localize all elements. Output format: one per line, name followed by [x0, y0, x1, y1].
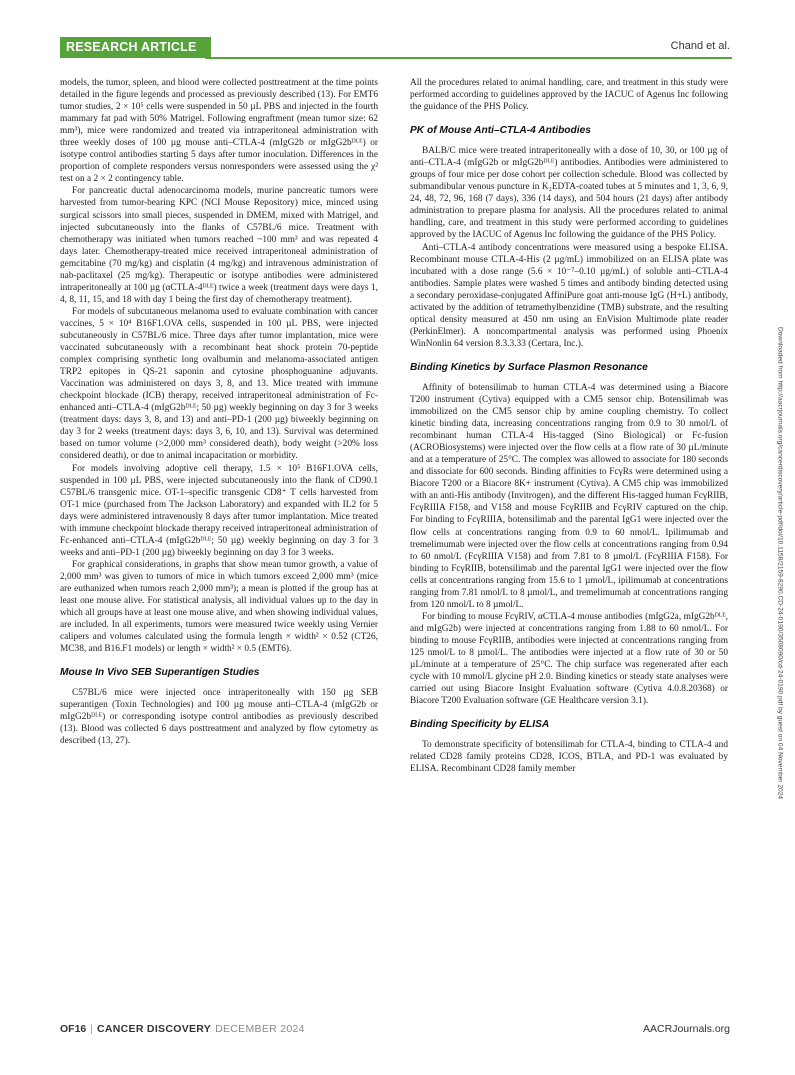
section-heading: Binding Kinetics by Surface Plasmon Resonance — [410, 361, 648, 373]
paragraph: C57BL/6 mice were injected once intraperitoneally with 150 µg SEB superantigen (Toxin Technologies) and 100 µg mouse anti–CTLA-4 (mIgG2b or mIgG2bᴰᴸᴱ) or corresponding isotype control antibodies as previously described (13). Blood was collected 6 days posttreatment and analyzed by flow cytometry as described (13, 27). — [60, 688, 378, 747]
paragraph: Anti–CTLA-4 antibody concentrations were measured using a bespoke ELISA. Recombinant mouse CTLA-4-His (2 µg/mL) immobilized on an ELISA plate was incubated with a dose range (5.6 × 10⁻⁷–0.10 µg/mL) of soluble anti–CTLA-4 antibodies. Sample plates were washed 5 times and antibody binding detected using a secondary peroxidase-conjugated AffiniPure goat anti-mouse IgG (H+L) antibody, activated by the addition of tetramethylbenzidine (TMB) substrate, and the resulting optical density measured at 450 nm using an EnVision Multimode plate reader (PerkinElmer). A noncompartmental analysis was performed using Phoenix WinNonlin 64 version 8.3.3.33 (Certara, Inc.). — [410, 242, 728, 349]
running-authors: Chand et al. — [670, 40, 730, 52]
page-number: OF16 — [60, 1023, 87, 1035]
section-heading: Mouse In Vivo SEB Superantigen Studies — [60, 667, 260, 679]
section-label: RESEARCH ARTICLE — [60, 37, 211, 58]
journal-name: CANCER DISCOVERY — [97, 1023, 212, 1035]
paragraph: For binding to mouse FcγRIV, αCTLA-4 mouse antibodies (mIgG2a, mIgG2bᴰᴸᴱ, and mIgG2b) were injected at concentrations ranging from 1.88 to 60 nmol/L. For binding to mouse FcγRIIB, antibodies were injected at concentrations ranging from 125 nmol/L to 8 µmol/L. The antibodies were injected at a flow rate of 30 or 50 µL/minute at a temperature of 25°C. The chip surface was regenerated after each cycle with 10 mmol/L glycine pH 2.0. Binding kinetics or steady state analyses were carried out using Biacore Insight Evaluation software (Cytiva 4.0.8.20368) or Biacore T200 Evaluation software (GE Healthcare version 3.1). — [410, 611, 728, 707]
paragraph: models, the tumor, spleen, and blood were collected posttreatment at the time points detailed in the figure legends and processed as previously described (13). For EMT6 tumor studies, 2 × 10⁵ cells were suspended in 50 µL PBS and injected in the fourth mammary fat pad with 50% Matrigel. Following engraftment (mean tumor size: 62 mm³), mice were randomized and treated via intraperitoneal administration with three weekly doses of 100 µg mouse anti–CTLA-4 (mIgG2b or mIgG2bᴰᴸᴱ) or isotype control antibodies starting 5 days after tumor inoculation. Differences in the proportion of complete responders versus nonresponders were assessed using the χ² test on a 2 × 2 contingency table. — [60, 78, 378, 185]
paragraph: For pancreatic ductal adenocarcinoma models, murine pancreatic tumors were harvested from tumor-bearing KPC (NCI Mouse Repository) mice, minced using surgical scissors into small pieces, suspended in DMEM, mixed with Matrigel, and injected subcutaneously into the flanks of C57BL/6 mice. Treatment with chemotherapy was initiated when tumors reached ~100 mm³ and was repeated 4 days later. Chemotherapy-treated mice received intraperitoneal administration of gemcitabine (70 mg/kg) and cisplatin (4 mg/kg) and intravenous administration of nab-paclitaxel (25 mg/kg). Therapeutic or isotype antibodies were administered intraperitoneally at 100 µg (αCTLA-4ᴰᴸᴱ) twice a week (treatment days were days 1, 4, 8, 11, 15, and 18 with day 1 being the first day of chemotherapy treatment). — [60, 186, 378, 305]
paragraph: Affinity of botensilimab to human CTLA-4 was determined using a Biacore T200 instrument (Cytiva) equipped with a CM5 sensor chip. Botensilimab was immobilized on the CM5 sensor chip by amine coupling chemistry. To collect kinetic binding data, increasing concentrations ranging from 0.9 to 30 nmol/L of recombinant human CTLA-4 His-tagged (Sino Biological) or Fc-fusion (ACROBiosystems) were injected over the flow cells at a flow rate of 30 µL/minute and at a temperature of 25°C. The complex was allowed to associate for 180 seconds and dissociate for 600 seconds. Binding affinities to FcγRs were determined using a Biacore T200 or a Biacore 8K+ instrument (Cytiva). A CM5 chip was immobilized with an anti-His antibody (Invitrogen), and the different His-tagged human FcγRIIB, FcγRIIIA F158, and V158 and mouse FcγRIIB and FcγRIV captured on the chip. For binding to FcγRIIIA, botensilimab and the parental IgG1 were injected over the flow cells at concentrations ranging from 0.9 to 60 nmol/L. Ipilimumab and tremelimumab were injected over the flow cells at concentrations ranging from 0.94 to 60 nmol/L (FcγRIIIA V158) and from 7.81 to 8 µmol/L (FcγRIIIA F158). For binding to FcγRIIB, botensilimab and the parental IgG1 were injected over the flow cells at concentrations ranging from 15.6 to 1 µmol/L, ipilimumab at concentrations ranging from 7.81 nmol/L to 8 µmol/L, and tremelimumab at concentrations ranging from 120 nmol/L to 8 µmol/L. — [410, 382, 728, 610]
page-header — [60, 37, 732, 59]
paragraph: BALB/C mice were treated intraperitoneally with a dose of 10, 30, or 100 µg of anti–CTLA-4 (mIgG2b or mIgG2bᴰᴸᴱ) antibodies. Antibodies were administered to groups of four mice per dose cohort per collection schedule. Blood was collected by submandibular venous puncture in K₂EDTA-coated tubes at 5 minutes and 1, 3, 6, 9, 24, 48, 72, 96, 168 (7 days), 336 (14 days), and 504 hours (21 days) after antibody administration to prepare plasma for analysis. All the procedures related to animal handling, care, and treatment in this study were performed according to guidelines approved by the IACUC of Agenus Inc following the guidance of the PHS Policy. — [410, 146, 728, 241]
section-heading: Binding Specificity by ELISA — [410, 719, 550, 731]
page-footer — [60, 1023, 732, 1037]
right-column — [410, 77, 728, 775]
header-rule — [205, 57, 732, 59]
left-column — [60, 77, 378, 747]
footer-separator: | — [90, 1023, 93, 1035]
journal-website-link[interactable]: AACRJournals.org — [643, 1023, 730, 1035]
issue-date: DECEMBER 2024 — [215, 1023, 305, 1035]
paragraph: For graphical considerations, in graphs that show mean tumor growth, a value of 2,000 mm³ was given to tumors of mice in which tumors exceed 2,000 mm³ (mice are euthanized when tumors reach 2,000 mm³); a mean is plotted if the group has at least one mouse alive. For statistical analysis, all individual values up to the day in which all groups have at least one mouse alive, and when showing individual values, are included. In all experiments, tumors were measured twice weekly using Vernier calipers and volumes calculated using the formula length × width² × 0.52 (CT26, MC38, and B16.F1 models) or length × width² × 0.5 (EMT6). — [60, 559, 378, 655]
paragraph: For models of subcutaneous melanoma used to evaluate combination with cancer vaccines, 5 × 10⁴ B16F1.OVA cells, suspended in 100 µL PBS, were injected subcutaneously in C57BL/6 mice. Three days after tumor implantation, mice were vaccinated subcutaneously with a recombinant heat shock protein 70-peptide complex comprising synthetic long ovalbumin and melanoma-associated antigen TRP2 epitopes in QS-21 saponin and cytosine phosphoguanine adjuvants. Vaccination was administered on days 3, 8, and 13. Mice treated with immune checkpoint blockade (ICB) therapy, received intraperitoneal administration of Fc-enhanced anti–CTLA-4 (mIgG2bᴰᴸᴱ; 50 µg) weekly beginning on day 3 for 3 weeks (treatment days: days 3, 8, and 13) and anti–PD-1 (200 µg) biweekly beginning on day 3 for 2 weeks (treatment days: days 3, 6, 10, and 13). Survival was determined based on tumor volume (>2,000 mm³ considered death), body weight (>20% loss considered death), or due to animal incapacitation or morbidity. — [60, 306, 378, 462]
paragraph: All the procedures related to animal handling, care, and treatment in this study were performed according to guidelines approved by the IACUC of Agenus Inc following the guidance of the PHS Policy. — [410, 78, 728, 113]
paragraph: For models involving adoptive cell therapy, 1.5 × 10⁵ B16F1.OVA cells, suspended in 100 µL PBS, were injected subcutaneously into the flank of CD90.1 C57BL/6 transgenic mice. OT-1–specific transgenic CD8⁺ T cells harvested from OT-1 mice (purchased from The Jackson Laboratory) and expanded with IL2 for 5 days were administered intravenously 8 days after tumor implantation. Mice treated with immune checkpoint blockade therapy received intraperitoneal administration of Fc-enhanced anti–CTLA-4 (mIgG2bᴰᴸᴱ; 50 µg) weekly beginning on day 3 for 3 weeks and anti–PD-1 (200 µg) biweekly beginning on day 3 for 3 weeks. — [60, 463, 378, 558]
download-watermark: Downloaded from http://aacrjournals.org/cancerdiscovery/article-pdf/doi/10.1158/2159-8290.CD-24-0190/3508090/cd-24-0190.pdf by guest on 04 November 2024 — [776, 327, 784, 799]
paragraph: To demonstrate specificity of botensilimab for CTLA-4, binding to CTLA-4 and related CD28 family proteins CD28, ICOS, BTLA, and PD-1 was evaluated by ELISA. Recombinant CD28 family member — [410, 740, 728, 775]
section-heading: PK of Mouse Anti–CTLA-4 Antibodies — [410, 125, 591, 137]
